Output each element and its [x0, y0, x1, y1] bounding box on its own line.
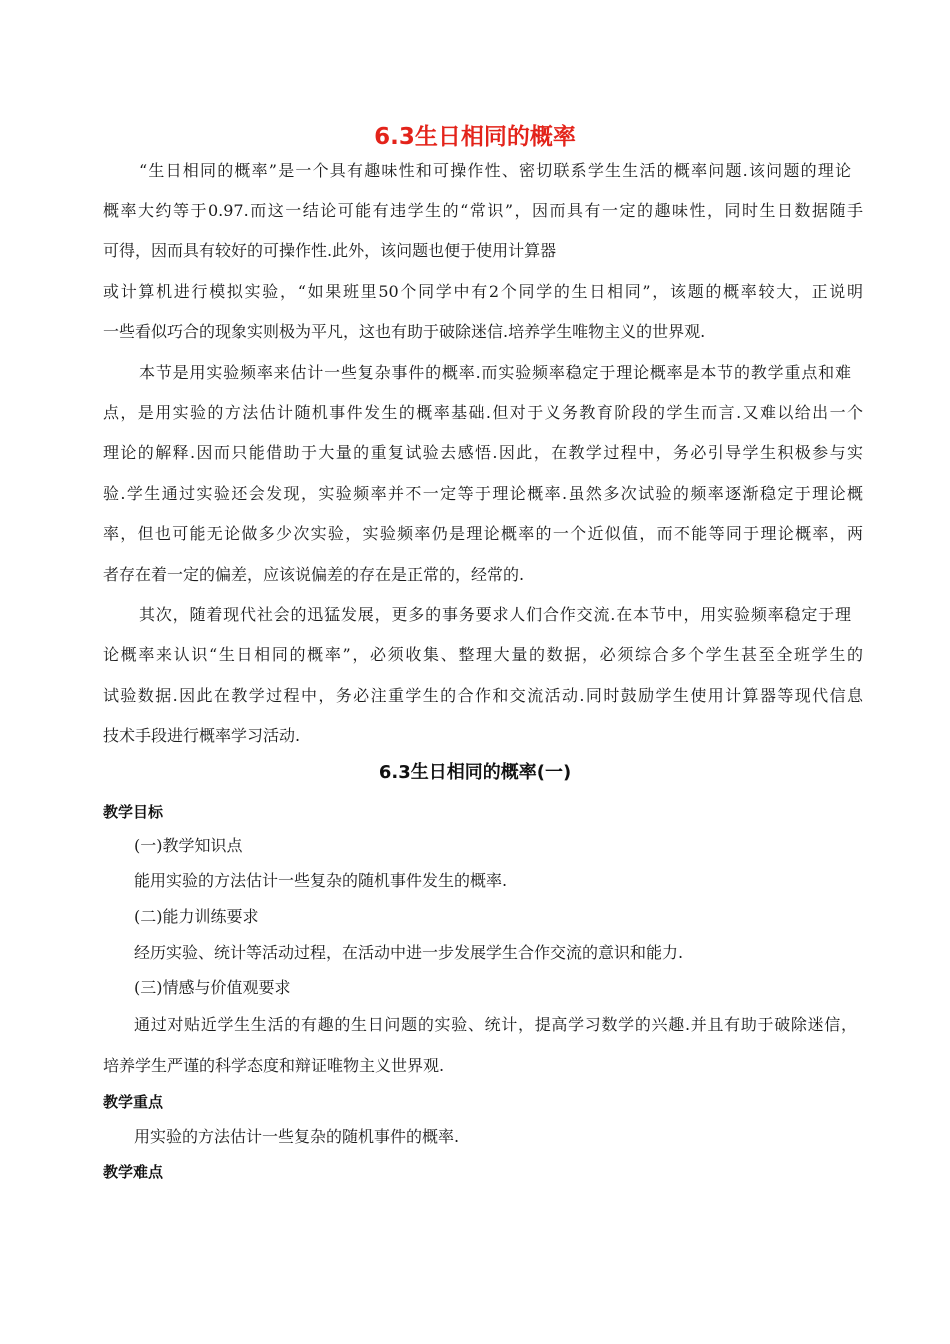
focus-heading: 教学重点 — [103, 1093, 164, 1111]
goals-heading: 教学目标 — [103, 803, 164, 821]
goal-2-label: (二)能力训练要求 — [134, 907, 259, 926]
intro-p1-line-3: 可得，因而具有较好的可操作性.此外，该问题也便于使用计算器 — [103, 241, 557, 260]
intro-p2-line-2: 点，是用实验的方法估计随机事件发生的概率基础.但对于义务教育阶段的学生而言.又难以给出一个 — [103, 403, 863, 422]
intro-p2-line-1: 本节是用实验频率来估计一些复杂事件的概率.而实验频率稳定于理论概率是本节的教学重点和难 — [139, 363, 851, 382]
intro-p1-line-2: 概率大约等于0.97.而这一结论可能有违学生的“常识”，因而具有一定的趣味性，同时生日数据随手 — [103, 201, 863, 220]
document-title: 6.3生日相同的概率 — [374, 124, 576, 150]
intro-p3-line-3: 试验数据.因此在教学过程中，务必注重学生的合作和交流活动.同时鼓励学生使用计算器等现代信息 — [103, 686, 863, 705]
section-subtitle: 6.3生日相同的概率(一) — [378, 762, 572, 783]
intro-p3-line-2: 论概率来认识“生日相同的概率”，必须收集、整理大量的数据，必须综合多个学生甚至全班学生的 — [103, 645, 863, 664]
difficulty-heading: 教学难点 — [103, 1163, 164, 1181]
intro-p3-line-1: 其次，随着现代社会的迅猛发展，更多的事务要求人们合作交流.在本节中，用实验频率稳定于理 — [139, 605, 851, 624]
intro-p1-line-1: “生日相同的概率”是一个具有趣味性和可操作性、密切联系学生生活的概率问题.该问题的理论 — [139, 161, 851, 180]
goal-3-label: (三)情感与价值观要求 — [134, 978, 291, 997]
focus-text: 用实验的方法估计一些复杂的随机事件的概率. — [134, 1127, 460, 1146]
goal-1-label: (一)教学知识点 — [134, 836, 243, 855]
intro-p1-line-4: 或计算机进行模拟实验，“如果班里50个同学中有2个同学的生日相同”，该题的概率较大，正说明 — [103, 282, 863, 301]
goal-1-text: 能用实验的方法估计一些复杂的随机事件发生的概率. — [134, 871, 508, 890]
goal-3-text-2: 培养学生严谨的科学态度和辩证唯物主义世界观. — [103, 1056, 445, 1075]
intro-p3-line-4: 技术手段进行概率学习活动. — [103, 726, 301, 745]
intro-p2-line-4: 验.学生通过实验还会发现，实验频率并不一定等于理论概率.虽然多次试验的频率逐渐稳定于理论概 — [103, 484, 863, 503]
intro-p2-line-6: 者存在着一定的偏差，应该说偏差的存在是正常的，经常的. — [103, 565, 525, 584]
goal-2-text: 经历实验、统计等活动过程，在活动中进一步发展学生合作交流的意识和能力. — [134, 943, 684, 962]
goal-3-text-1: 通过对贴近学生生活的有趣的生日问题的实验、统计，提高学习数学的兴趣.并且有助于破除迷信， — [134, 1015, 857, 1034]
intro-p2-line-3: 理论的解释.因而只能借助于大量的重复试验去感悟.因此，在教学过程中，务必引导学生积极参与实 — [103, 443, 863, 462]
intro-p1-line-5: 一些看似巧合的现象实则极为平凡，这也有助于破除迷信.培养学生唯物主义的世界观. — [103, 322, 706, 341]
intro-p2-line-5: 率，但也可能无论做多少次实验，实验频率仍是理论概率的一个近似值，而不能等同于理论概率，两 — [103, 524, 863, 543]
